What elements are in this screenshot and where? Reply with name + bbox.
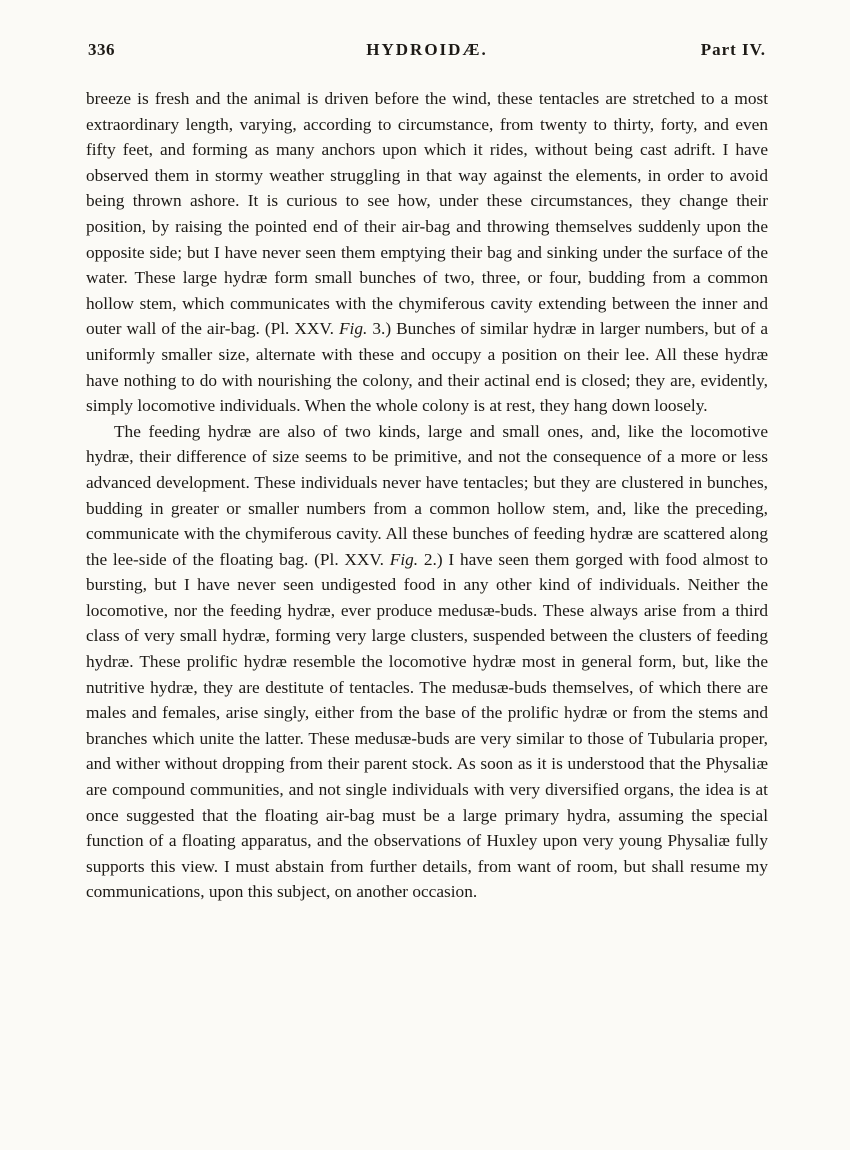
running-title: HYDROIDÆ. <box>366 40 488 59</box>
running-header <box>88 40 766 70</box>
text-run-italic: Fig. <box>338 319 368 339</box>
text-run: 2.) I have seen them gorged with food almost to bursting, but I have never seen undigested food in any other kind of individuals. Neither the locomotive, nor the feeding hydræ, ever produce medusæ-buds. These always arise from a third class of very small hydræ, forming very large clusters, suspended between the clusters of feeding hydræ. These prolific hydræ resemble the locomotive hydræ most in general form, but, like the nutritive hydræ, they are destitute of tentacles. The medusæ-buds themselves, of which there are males and females, arise singly, either from the base of the prolific hydræ or from the stems and branches which unite the latter. These medusæ-buds are very similar to those of Tubularia proper, and wither without dropping from their parent stock. As soon as it is understood that the Physaliæ are compound communities, and not single individuals with very diversified organs, the idea is at once suggested that the floating air-bag must be a large primary hydra, assuming the special function of a floating apparatus, and the observations of Huxley upon very young Physaliæ fully supports this view. I must abstain from further details, from want of room, but shall resume my communications, upon this subject, on another occasion. <box>86 549 768 902</box>
text-run: breeze is fresh and the animal is driven before the wind, these tentacles are stretched to a most extraordinary length, varying, according to circumstance, from twenty to thirty, forty, and even fifty feet, and forming as many anchors upon which it rides, without being cast adrift. I have observed them in stormy weather struggling in that way against the elements, in order to avoid being thrown ashore. It is curious to see how, under these circumstances, they change their position, by raising the pointed end of their air-bag and throwing themselves suddenly upon the opposite side; but I have never seen them emptying their bag and sinking under the surface of the water. These large hydræ form small bunches of two, three, or four, budding from a common hollow stem, which communicates with the chymiferous cavity extending between the inner and outer wall of the air-bag. (Pl. XXV. <box>86 89 768 339</box>
body-text <box>86 86 768 905</box>
paragraph-2 <box>86 419 768 905</box>
text-run: The feeding hydræ are also of two kinds, large and small ones, and, like the locomotive hydræ, their difference of size seems to be primitive, and not the consequence of a more or less advanced development. These individuals never have tentacles; but they are clustered in bunches, budding in greater or smaller numbers from a common hollow stem, and, like the preceding, communicate with the chymiferous cavity. All these bunches of feeding hydræ are scattered along the lee-side of the floating bag. (Pl. XXV. <box>86 421 768 569</box>
paragraph-1 <box>86 86 768 419</box>
page-number: 336 <box>88 40 115 59</box>
part-label: Part IV. <box>700 40 766 59</box>
text-run-italic: Fig. <box>389 549 419 569</box>
text-run: 3.) Bunches of similar hydræ in larger numbers, but of a uniformly smaller size, alternate with these and occupy a position on their lee. All these hydræ have nothing to do with nourishing the colony, and their actinal end is closed; they are, evidently, simply locomotive individuals. When the whole colony is at rest, they hang down loosely. <box>86 319 768 416</box>
